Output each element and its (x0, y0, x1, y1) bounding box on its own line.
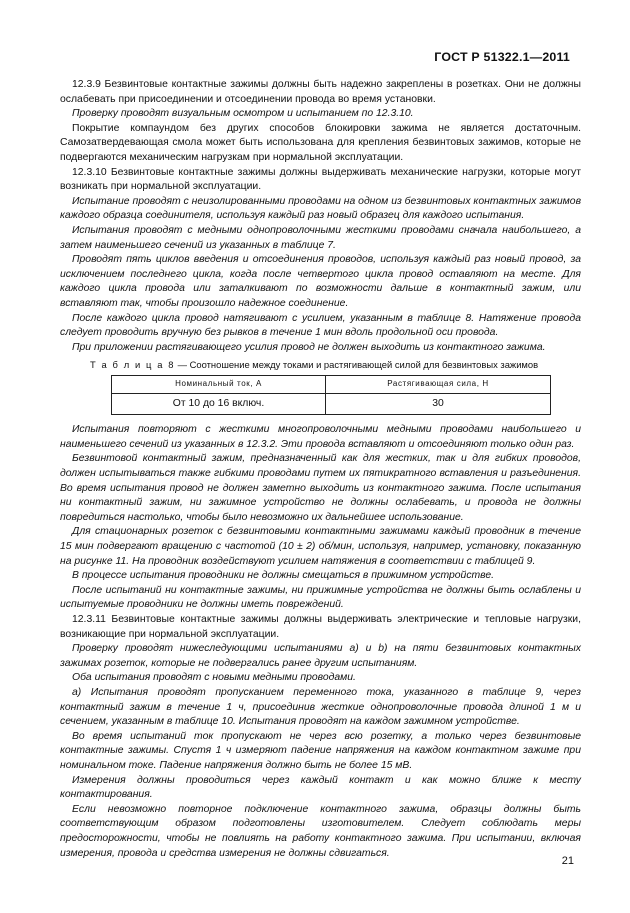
paragraph: Проверку проводят нижеследующими испытаниями a) и b) на пяти безвинтовых контактных зажимах розеток, которые не подвергались ранее другим испытаниям. (60, 643, 581, 669)
table-header-row (112, 376, 551, 394)
paragraph: В процессе испытания проводники не должны смещаться в прижимном устройстве. (72, 570, 495, 582)
paragraph: а) Испытания проводят пропусканием переменного тока, указанного в таблице 9, через контактный зажим в течение 1 ч, присоединив жесткие однопроволочные провода длиной 1 м и сечением, указанным в таблице 10. Испытания проводят на каждом зажимном устройстве. (60, 686, 581, 728)
text-section-after-table (60, 423, 581, 861)
text-section-before-table (60, 78, 581, 355)
paragraph: Во время испытаний ток пропускают не через всю розетку, а только через безвинтовые контактные зажимы. Спустя 1 ч измеряют падение напряжения на каждом контактном зажиме при номинальном токе. Падение напряжения должно быть не более 15 мВ. (60, 730, 581, 771)
document-header: ГОСТ Р 51322.1—2011 (434, 50, 570, 64)
paragraph: Покрытие компаундом без других способов блокировки зажима не является достаточным. Самозатвердевающая смола может быть использована для крепления безвинтовых зажимов, которые не подвергаются механическим нагрузкам при нормальной эксплуатации. (60, 122, 581, 163)
paragraph: 12.3.10 Безвинтовые контактные зажимы должны выдерживать механические нагрузки, которые могут возникать при нормальной эксплуатации. (60, 166, 581, 193)
paragraph: 12.3.11 Безвинтовые контактные зажимы должны выдерживать электрические и тепловые нагрузки, возникающие при нормальной эксплуатации. (60, 614, 581, 640)
paragraph: Проверку проводят визуальным осмотром и испытанием по 12.3.10. (72, 108, 414, 120)
paragraph: После каждого цикла провод натягивают с усилием, указанным в таблице 8. Натяжение провода следует проводить вручную без рывков в течение 1 мин вдоль продольной оси провода. (60, 312, 581, 339)
paragraph: Если невозможно повторное подключение контактного зажима, образцы должны быть соответствующим образом подготовлены изготовителем. Следует соблюдать меры предосторожности, чтобы не повлиять на работу контактного зажима. При испытании, включая измерения, провода и средства измерения не должны сдвигаться. (60, 803, 581, 859)
paragraph: Проводят пять циклов введения и отсоединения проводов, используя каждый раз новый провод, за исключением последнего цикла, когда после четвертого цикла провод оставляют на месте. Для каждого цикла провода или заталкивают по возможности дальше в контактный зажим, или вставляют так, чтобы произошло надежное соединение. (60, 254, 581, 309)
paragraph: Измерения должны проводиться через каждый контакт и как можно ближе к месту контактирования. (60, 774, 581, 801)
current-force-table (111, 375, 551, 415)
paragraph: После испытаний ни контактные зажимы, ни прижимные устройства не должны быть ослаблены и испытуемые проводники не должны иметь повреждений. (60, 584, 581, 611)
table-cell-current: От 10 до 16 включ. (112, 394, 326, 415)
table-caption-prefix: Т а б л и ц а 8 (90, 359, 176, 371)
table-header-force: Растягивающая сила, Н (326, 376, 551, 394)
paragraph: Испытание проводят с неизолированными проводами на одном из безвинтовых контактных зажимов каждого образца соединителя, используя каждый раз новый образец для каждого испытания. (60, 195, 582, 222)
paragraph: Испытания проводят с медными однопроволочными жесткими проводами сначала наибольшего, а затем наименьшего сечений из указанных в таблице 7. (60, 224, 581, 251)
paragraph: 12.3.9 Безвинтовые контактные зажимы должны быть надежно закреплены в розетках. Они не должны ослабевать при присоединении и отсоединении провода во время установки. (60, 79, 581, 105)
page-number: 21 (561, 855, 574, 867)
page-body (60, 78, 581, 861)
paragraph: Оба испытания проводят с новыми медными проводами. (72, 672, 356, 684)
table-row (112, 394, 551, 415)
table-header-current: Номинальный ток, А (112, 376, 326, 394)
paragraph: Для стационарных розеток с безвинтовыми контактными зажимами каждый проводник в течение 15 мин подвергают вращению с частотой (10 ± 2) об/мин, используя, например, установку, показанную на рисунке 11. На проводник воздействуют усилием натяжения в соответствии с таблицей 9. (60, 526, 581, 567)
table-caption (90, 359, 581, 371)
table-caption-text: — Соотношение между токами и растягивающей силой для безвинтовых зажимов (175, 359, 539, 371)
paragraph: Безвинтовой контактный зажим, предназначенный как для жестких, так и для гибких проводов, должен испытываться также гибкими проводами путем их пятикратного вставления и разъединения. Во время испытания провод не должен заметно выходить из контактного зажима. После испытания ни контактный зажим, ни зажимное устройство не должны ослабевать, и провода не должны повредиться настолько, чтобы было невозможно их дальнейшее использование. (60, 453, 581, 523)
table-cell-force: 30 (326, 394, 551, 415)
paragraph: При приложении растягивающего усилия провод не должен выходить из контактного зажима. (72, 341, 546, 353)
paragraph: Испытания повторяют с жесткими многопроволочными медными проводами наибольшего и наименьшего сечений из указанных в 12.3.2. Эти провода вставляют и отсоединяют только один раз. (60, 424, 581, 450)
